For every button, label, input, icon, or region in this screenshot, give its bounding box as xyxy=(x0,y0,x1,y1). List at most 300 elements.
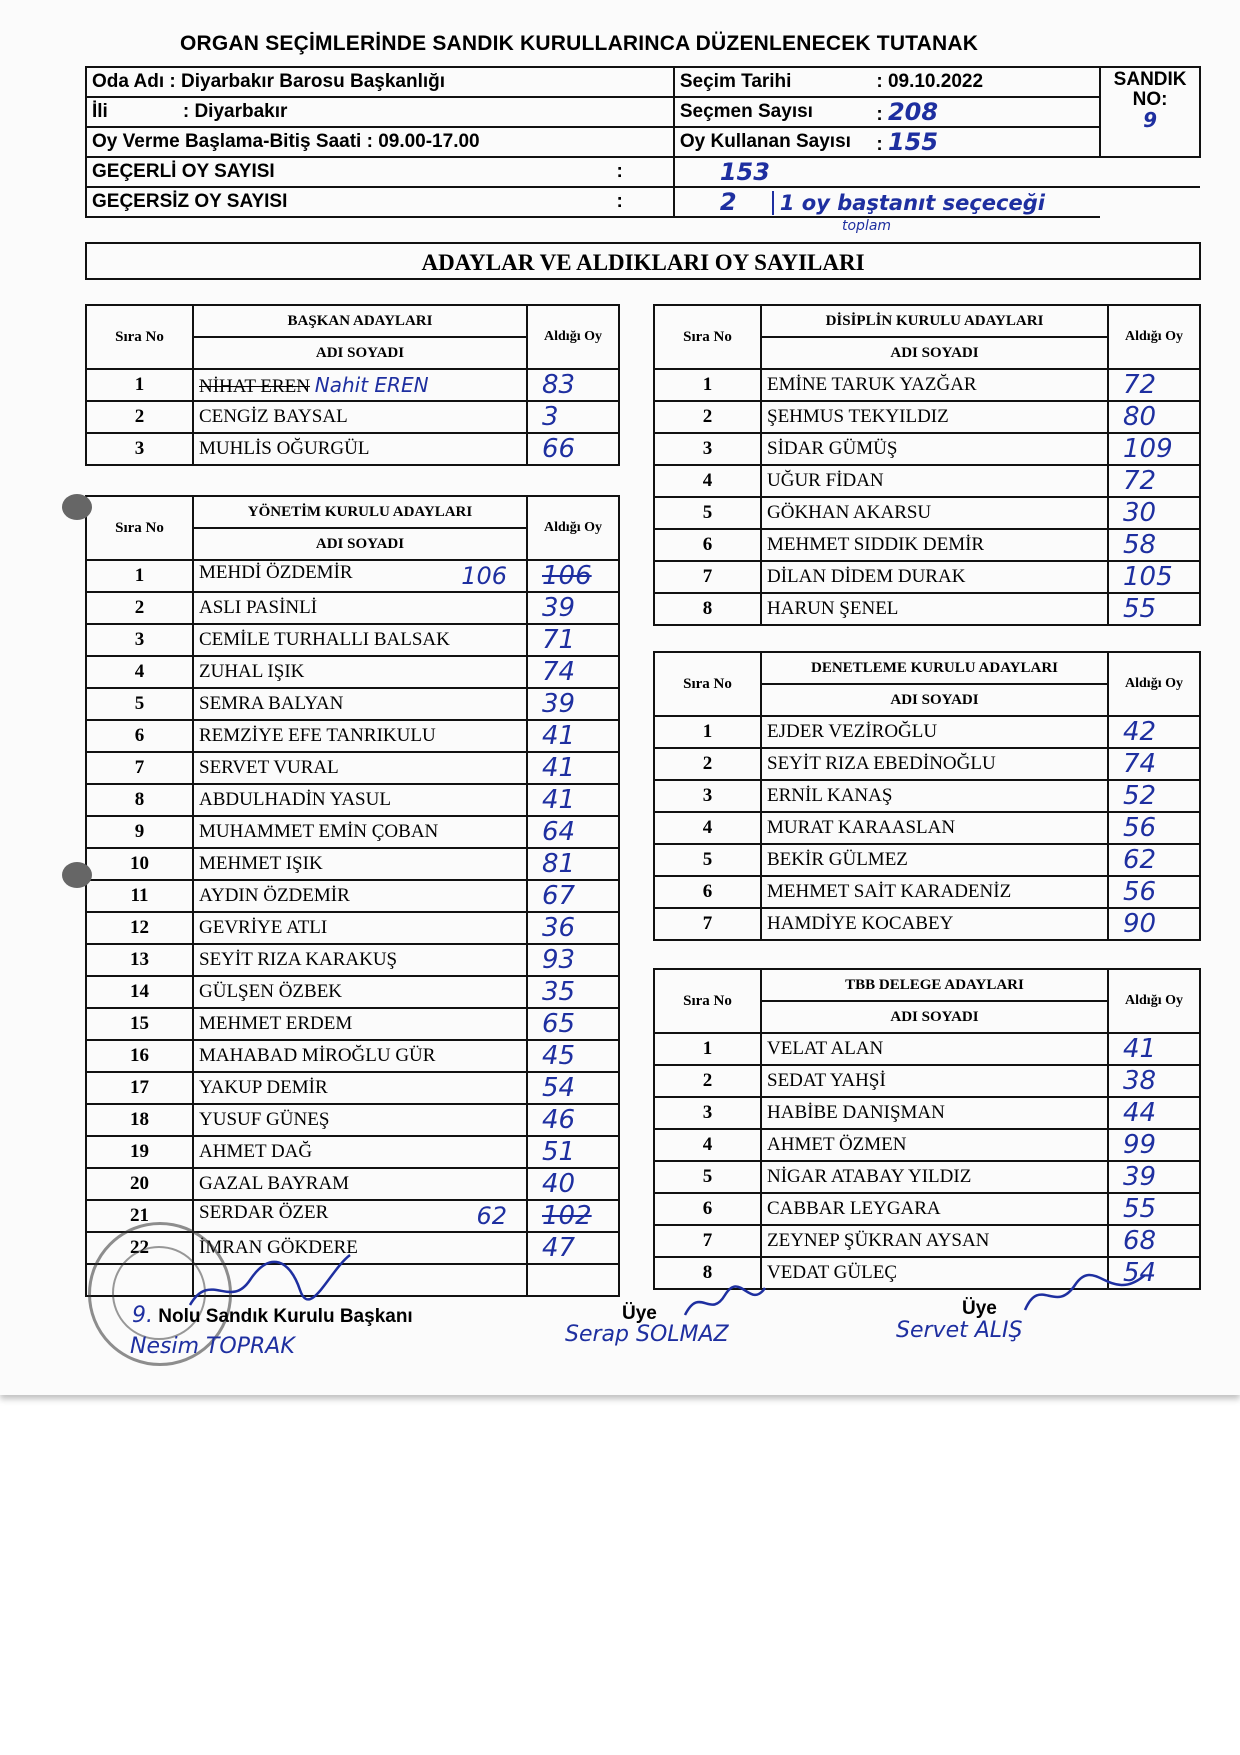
gecersiz-row xyxy=(86,187,674,217)
row-no: 7 xyxy=(654,908,761,940)
secmen-cell: : 208 xyxy=(871,97,1100,127)
punch-hole xyxy=(62,494,92,520)
row-name: BEKİR GÜLMEZ xyxy=(767,849,908,870)
row-votes: 55 xyxy=(1108,1193,1200,1225)
table-row xyxy=(86,1104,619,1136)
row-name-cell xyxy=(761,497,1108,529)
row-votes: 105 xyxy=(1108,561,1200,593)
row-name-cell xyxy=(193,688,527,720)
table-row xyxy=(86,369,619,401)
row-name-cell xyxy=(761,1161,1108,1193)
yonetim-sira-no: Sıra No xyxy=(86,496,193,560)
baskan-table xyxy=(85,304,620,466)
row-no: 5 xyxy=(86,688,193,720)
table-row xyxy=(86,656,619,688)
table-row xyxy=(654,844,1200,876)
table-row xyxy=(86,624,619,656)
row-name-cell xyxy=(761,1225,1108,1257)
row-name-cell xyxy=(761,1129,1108,1161)
row-name: SEYİT RIZA EBEDİNOĞLU xyxy=(767,753,996,774)
il-value: : Diyarbakır xyxy=(182,101,288,122)
uye2-name: Servet ALIŞ xyxy=(896,1318,1023,1343)
row-name-cell xyxy=(761,433,1108,465)
row-name: MEHMET ERDEM xyxy=(199,1013,353,1034)
row-name: CEMİLE TURHALLI BALSAK xyxy=(199,629,450,650)
row-no: 2 xyxy=(654,748,761,780)
row-no: 8 xyxy=(654,1257,761,1289)
row-no: 20 xyxy=(86,1168,193,1200)
disiplin-aldigi-oy: Aldığı Oy xyxy=(1108,305,1200,369)
blank-cell xyxy=(527,1264,619,1296)
row-no: 5 xyxy=(654,497,761,529)
row-no: 1 xyxy=(86,369,193,401)
gecersiz-note-2: toplam xyxy=(842,218,892,234)
row-no: 19 xyxy=(86,1136,193,1168)
row-name: MEHMET IŞIK xyxy=(199,853,323,874)
denetleme-aldigi-oy: Aldığı Oy xyxy=(1108,652,1200,716)
row-no: 5 xyxy=(654,1161,761,1193)
gecerli-row xyxy=(86,157,674,187)
row-correction: 106 xyxy=(461,562,507,590)
punch-hole xyxy=(62,862,92,888)
il-label: İli xyxy=(92,101,108,122)
row-votes: 71 xyxy=(527,624,619,656)
table-row xyxy=(86,912,619,944)
row-votes xyxy=(527,1200,619,1232)
table-row xyxy=(654,1129,1200,1161)
uye2-signature xyxy=(1020,1270,1150,1320)
row-votes: 3 xyxy=(527,401,619,433)
table-row xyxy=(86,592,619,624)
gecerli-colon: : xyxy=(616,161,623,182)
row-name-cell xyxy=(761,369,1108,401)
gecerli-cell xyxy=(674,157,1100,187)
baskan-adi-soyadi: ADI SOYADI xyxy=(193,337,527,369)
row-name: SEYİT RIZA KARAKUŞ xyxy=(199,949,398,970)
row-votes: 51 xyxy=(527,1136,619,1168)
row-votes: 39 xyxy=(527,688,619,720)
row-name: SERVET VURAL xyxy=(199,757,339,778)
row-name: EJDER VEZİROĞLU xyxy=(767,721,938,742)
row-no: 10 xyxy=(86,848,193,880)
row-correction: 62 xyxy=(476,1202,507,1230)
row-no: 7 xyxy=(654,1225,761,1257)
table-row xyxy=(654,812,1200,844)
gecersiz-label: GEÇERSİZ OY SAYISI xyxy=(92,191,288,212)
baskan-name: Nesim TOPRAK xyxy=(130,1334,295,1359)
row-votes: 62 xyxy=(1108,844,1200,876)
table-row xyxy=(86,560,619,592)
row-name-cell xyxy=(193,1008,527,1040)
sandik-no-value: 9 xyxy=(1143,108,1158,132)
row-no: 4 xyxy=(654,1129,761,1161)
row-no: 2 xyxy=(86,592,193,624)
document-title: ORGAN SEÇİMLERİNDE SANDIK KURULLARINCA DÜZENLENECEK TUTANAK xyxy=(180,32,979,55)
row-name-cell xyxy=(193,1104,527,1136)
gecersiz-value: 2 xyxy=(719,188,737,216)
row-votes-struck: 102 xyxy=(542,1201,592,1231)
gecerli-value: 153 xyxy=(719,158,770,186)
row-votes: 74 xyxy=(1108,748,1200,780)
row-name: CABBAR LEYGARA xyxy=(767,1198,941,1219)
row-name: HABİBE DANIŞMAN xyxy=(767,1102,945,1123)
row-no: 3 xyxy=(654,780,761,812)
baskan-sira-no: Sıra No xyxy=(86,305,193,369)
row-name: SİDAR GÜMÜŞ xyxy=(767,438,898,459)
table-row xyxy=(654,1097,1200,1129)
row-no: 3 xyxy=(86,624,193,656)
row-name: MEHMET SIDDIK DEMİR xyxy=(767,534,985,555)
row-name: SEDAT YAHŞİ xyxy=(767,1070,886,1091)
row-name: YAKUP DEMİR xyxy=(199,1077,328,1098)
table-row xyxy=(654,908,1200,940)
row-name-cell xyxy=(193,944,527,976)
row-name: REMZİYE EFE TANRIKULU xyxy=(199,725,436,746)
row-name-cell xyxy=(761,780,1108,812)
row-votes: 41 xyxy=(527,784,619,816)
row-no: 8 xyxy=(86,784,193,816)
row-votes: 39 xyxy=(527,592,619,624)
row-name: MAHABAD MİROĞLU GÜR xyxy=(199,1045,436,1066)
table-row xyxy=(86,1136,619,1168)
row-no: 12 xyxy=(86,912,193,944)
table-row xyxy=(86,1040,619,1072)
row-name: GEVRİYE ATLI xyxy=(199,917,328,938)
row-name: NİHAT EREN xyxy=(199,375,311,397)
row-no: 17 xyxy=(86,1072,193,1104)
row-votes: 99 xyxy=(1108,1129,1200,1161)
row-no: 22 xyxy=(86,1232,193,1264)
row-name-cell xyxy=(761,876,1108,908)
row-no: 5 xyxy=(654,844,761,876)
table-row xyxy=(654,876,1200,908)
row-name-cell xyxy=(761,1065,1108,1097)
row-name-cell xyxy=(193,784,527,816)
row-votes: 74 xyxy=(527,656,619,688)
uye1-signature xyxy=(680,1280,770,1325)
row-name-cell xyxy=(193,848,527,880)
row-name: ASLI PASİNLİ xyxy=(199,597,318,618)
table-row xyxy=(86,784,619,816)
row-name: UĞUR FİDAN xyxy=(767,470,884,491)
gecerli-label: GEÇERLİ OY SAYISI xyxy=(92,161,275,182)
row-no: 6 xyxy=(654,876,761,908)
row-no: 16 xyxy=(86,1040,193,1072)
sandik-no-cell xyxy=(1100,67,1200,157)
row-name-cell xyxy=(193,369,527,401)
row-votes: 46 xyxy=(527,1104,619,1136)
row-name: ZEYNEP ŞÜKRAN AYSAN xyxy=(767,1230,990,1251)
row-name-cell xyxy=(193,1136,527,1168)
row-votes xyxy=(527,560,619,592)
row-votes: 36 xyxy=(527,912,619,944)
row-name-cell xyxy=(193,720,527,752)
row-votes: 83 xyxy=(527,369,619,401)
row-no: 21 xyxy=(86,1200,193,1232)
row-no: 1 xyxy=(654,369,761,401)
row-name: AYDIN ÖZDEMİR xyxy=(199,885,350,906)
uye1-label: Üye xyxy=(622,1303,657,1324)
row-name-cell xyxy=(761,1193,1108,1225)
row-name-cell xyxy=(193,976,527,1008)
row-name: AHMET DAĞ xyxy=(199,1141,313,1162)
row-name-cell xyxy=(193,656,527,688)
denetleme-adi-soyadi: ADI SOYADI xyxy=(761,684,1108,716)
baskan-aldigi-oy: Aldığı Oy xyxy=(527,305,619,369)
row-name: ABDULHADİN YASUL xyxy=(199,789,391,810)
table-row xyxy=(654,465,1200,497)
row-no: 6 xyxy=(654,529,761,561)
yonetim-aldigi-oy: Aldığı Oy xyxy=(527,496,619,560)
table-row xyxy=(86,1072,619,1104)
row-name-cell xyxy=(761,1033,1108,1065)
row-name: VELAT ALAN xyxy=(767,1038,884,1059)
row-name: NİGAR ATABAY YILDIZ xyxy=(767,1166,972,1187)
row-votes: 56 xyxy=(1108,812,1200,844)
uye1-name: Serap SOLMAZ xyxy=(565,1322,729,1347)
section-title: ADAYLAR VE ALDIKLARI OY SAYILARI xyxy=(85,242,1201,280)
row-no: 6 xyxy=(86,720,193,752)
row-name-cell xyxy=(193,1040,527,1072)
row-name: MUHAMMET EMİN ÇOBAN xyxy=(199,821,439,842)
row-name-cell xyxy=(193,592,527,624)
secim-tarihi-value: : 09.10.2022 xyxy=(871,67,1100,97)
row-no: 4 xyxy=(86,656,193,688)
oy-kullanan-label: Oy Kullanan Sayısı xyxy=(674,127,871,157)
row-votes: 41 xyxy=(527,720,619,752)
row-votes: 41 xyxy=(527,752,619,784)
row-votes: 54 xyxy=(1108,1257,1200,1289)
row-name: HAMDİYE KOCABEY xyxy=(767,913,954,934)
oy-kullanan-value: 155 xyxy=(887,128,939,156)
disiplin-heading: DİSİPLİN KURULU ADAYLARI xyxy=(761,305,1108,337)
row-name-cell xyxy=(761,465,1108,497)
table-row xyxy=(86,401,619,433)
row-votes: 55 xyxy=(1108,593,1200,625)
table-row xyxy=(654,433,1200,465)
yonetim-adi-soyadi: ADI SOYADI xyxy=(193,528,527,560)
row-no: 14 xyxy=(86,976,193,1008)
row-name-cell xyxy=(193,912,527,944)
row-name: SEMRA BALYAN xyxy=(199,693,344,714)
row-votes: 58 xyxy=(1108,529,1200,561)
row-no: 4 xyxy=(654,465,761,497)
row-name: MEHMET SAİT KARADENİZ xyxy=(767,881,1012,902)
row-name: ERNİL KANAŞ xyxy=(767,785,893,806)
row-no: 2 xyxy=(654,1065,761,1097)
row-no: 2 xyxy=(654,401,761,433)
row-votes: 72 xyxy=(1108,369,1200,401)
row-no: 7 xyxy=(86,752,193,784)
table-row xyxy=(654,1193,1200,1225)
header-table xyxy=(85,66,1201,218)
disiplin-table xyxy=(653,304,1201,626)
oda-adi: Oda Adı : Diyarbakır Barosu Başkanlığı xyxy=(86,67,674,97)
row-votes: 47 xyxy=(527,1232,619,1264)
row-no: 9 xyxy=(86,816,193,848)
row-correction: Nahit EREN xyxy=(314,372,429,397)
row-votes: 68 xyxy=(1108,1225,1200,1257)
row-no: 1 xyxy=(654,716,761,748)
row-votes-struck: 106 xyxy=(542,561,592,591)
oy-kullanan-cell: : 155 xyxy=(871,127,1100,157)
uye2-label: Üye xyxy=(962,1298,997,1319)
row-name-cell xyxy=(193,816,527,848)
denetleme-table xyxy=(653,651,1201,941)
row-name-cell xyxy=(761,812,1108,844)
baskan-signature xyxy=(180,1250,360,1320)
row-no: 6 xyxy=(654,1193,761,1225)
row-votes: 72 xyxy=(1108,465,1200,497)
table-row xyxy=(86,816,619,848)
table-row xyxy=(654,1225,1200,1257)
row-no: 8 xyxy=(654,593,761,625)
row-votes: 39 xyxy=(1108,1161,1200,1193)
row-name: CENGİZ BAYSAL xyxy=(193,401,527,433)
table-row xyxy=(654,529,1200,561)
yonetim-heading: YÖNETİM KURULU ADAYLARI xyxy=(193,496,527,528)
row-name-cell xyxy=(761,561,1108,593)
row-name: DİLAN DİDEM DURAK xyxy=(767,566,966,587)
disiplin-sira-no: Sıra No xyxy=(654,305,761,369)
row-votes: 90 xyxy=(1108,908,1200,940)
row-no: 18 xyxy=(86,1104,193,1136)
table-row xyxy=(654,593,1200,625)
tbb-heading: TBB DELEGE ADAYLARI xyxy=(761,969,1108,1001)
row-votes: 44 xyxy=(1108,1097,1200,1129)
row-votes: 64 xyxy=(527,816,619,848)
row-votes: 67 xyxy=(527,880,619,912)
row-name: GÜLŞEN ÖZBEK xyxy=(199,981,343,1002)
row-name-cell xyxy=(193,1072,527,1104)
table-row xyxy=(654,497,1200,529)
row-no: 2 xyxy=(86,401,193,433)
table-row xyxy=(654,369,1200,401)
row-votes: 52 xyxy=(1108,780,1200,812)
sandik-no-label: SANDIK NO: xyxy=(1113,69,1187,110)
tbb-sira-no: Sıra No xyxy=(654,969,761,1033)
tbb-adi-soyadi: ADI SOYADI xyxy=(761,1001,1108,1033)
row-name: VEDAT GÜLEÇ xyxy=(767,1262,898,1283)
row-name: ŞEHMUS TEKYILDIZ xyxy=(767,406,949,427)
secmen-value: 208 xyxy=(887,98,939,126)
baskan-heading: BAŞKAN ADAYLARI xyxy=(193,305,527,337)
row-name: SERDAR ÖZER xyxy=(199,1202,329,1223)
table-row xyxy=(86,944,619,976)
row-no: 4 xyxy=(654,812,761,844)
table-row xyxy=(654,401,1200,433)
table-row xyxy=(654,1161,1200,1193)
table-row xyxy=(654,1033,1200,1065)
tbb-table xyxy=(653,968,1201,1290)
row-name: EMİNE TARUK YAZĞAR xyxy=(767,374,977,395)
yonetim-table xyxy=(85,495,620,1297)
secim-tarihi-label: Seçim Tarihi xyxy=(674,67,871,97)
row-name-cell xyxy=(761,844,1108,876)
row-no: 1 xyxy=(654,1033,761,1065)
row-votes: 41 xyxy=(1108,1033,1200,1065)
row-no: 3 xyxy=(654,1097,761,1129)
gecersiz-colon: : xyxy=(616,191,623,212)
table-row xyxy=(654,561,1200,593)
gecersiz-note: 1 oy baştanıt seçeceği xyxy=(772,191,1045,215)
row-votes: 93 xyxy=(527,944,619,976)
row-name: AHMET ÖZMEN xyxy=(767,1134,907,1155)
row-no: 15 xyxy=(86,1008,193,1040)
denetleme-sira-no: Sıra No xyxy=(654,652,761,716)
row-name-cell xyxy=(193,1168,527,1200)
row-name: MEHDİ ÖZDEMİR xyxy=(199,562,353,583)
row-name: MUHLİS OĞURGÜL xyxy=(193,433,527,465)
row-votes: 35 xyxy=(527,976,619,1008)
table-row xyxy=(86,848,619,880)
row-name: ZUHAL IŞIK xyxy=(199,661,305,682)
row-votes: 65 xyxy=(527,1008,619,1040)
row-votes: 66 xyxy=(527,433,619,465)
row-name-cell xyxy=(761,529,1108,561)
row-votes: 109 xyxy=(1108,433,1200,465)
sandik-number-handwritten: 9. xyxy=(132,1303,153,1328)
table-row xyxy=(654,1065,1200,1097)
row-votes: 40 xyxy=(527,1168,619,1200)
row-no: 13 xyxy=(86,944,193,976)
table-row xyxy=(86,433,619,465)
row-name-cell xyxy=(761,748,1108,780)
table-row xyxy=(654,716,1200,748)
row-name-cell xyxy=(761,401,1108,433)
row-votes: 80 xyxy=(1108,401,1200,433)
table-row xyxy=(86,688,619,720)
row-name: MURAT KARAASLAN xyxy=(767,817,956,838)
table-row xyxy=(86,880,619,912)
table-row xyxy=(654,748,1200,780)
row-name-cell xyxy=(761,716,1108,748)
row-votes: 42 xyxy=(1108,716,1200,748)
row-votes: 81 xyxy=(527,848,619,880)
baskan-label: Nolu Sandık Kurulu Başkanı xyxy=(158,1306,413,1327)
table-row xyxy=(86,752,619,784)
row-name: HARUN ŞENEL xyxy=(767,598,899,619)
row-name-cell xyxy=(761,908,1108,940)
row-no: 7 xyxy=(654,561,761,593)
row-votes: 30 xyxy=(1108,497,1200,529)
row-votes: 54 xyxy=(527,1072,619,1104)
table-row xyxy=(86,720,619,752)
row-name: GAZAL BAYRAM xyxy=(199,1173,350,1194)
table-row xyxy=(86,976,619,1008)
row-votes: 38 xyxy=(1108,1065,1200,1097)
row-name: YUSUF GÜNEŞ xyxy=(199,1109,330,1130)
table-row xyxy=(86,1008,619,1040)
oy-saati: Oy Verme Başlama-Bitiş Saati : 09.00-17.00 xyxy=(86,127,674,157)
row-no: 3 xyxy=(654,433,761,465)
row-votes: 45 xyxy=(527,1040,619,1072)
secmen-label: Seçmen Sayısı xyxy=(674,97,871,127)
tbb-aldigi-oy: Aldığı Oy xyxy=(1108,969,1200,1033)
row-name-cell xyxy=(761,1097,1108,1129)
row-name: GÖKHAN AKARSU xyxy=(767,502,932,523)
table-row xyxy=(654,780,1200,812)
table-row xyxy=(86,1168,619,1200)
row-no: 3 xyxy=(86,433,193,465)
row-name-cell xyxy=(193,1200,527,1232)
il-row xyxy=(86,97,674,127)
gecersiz-cell xyxy=(674,187,1100,217)
row-no: 1 xyxy=(86,560,193,592)
row-name-cell xyxy=(193,752,527,784)
row-name-cell xyxy=(761,593,1108,625)
disiplin-adi-soyadi: ADI SOYADI xyxy=(761,337,1108,369)
